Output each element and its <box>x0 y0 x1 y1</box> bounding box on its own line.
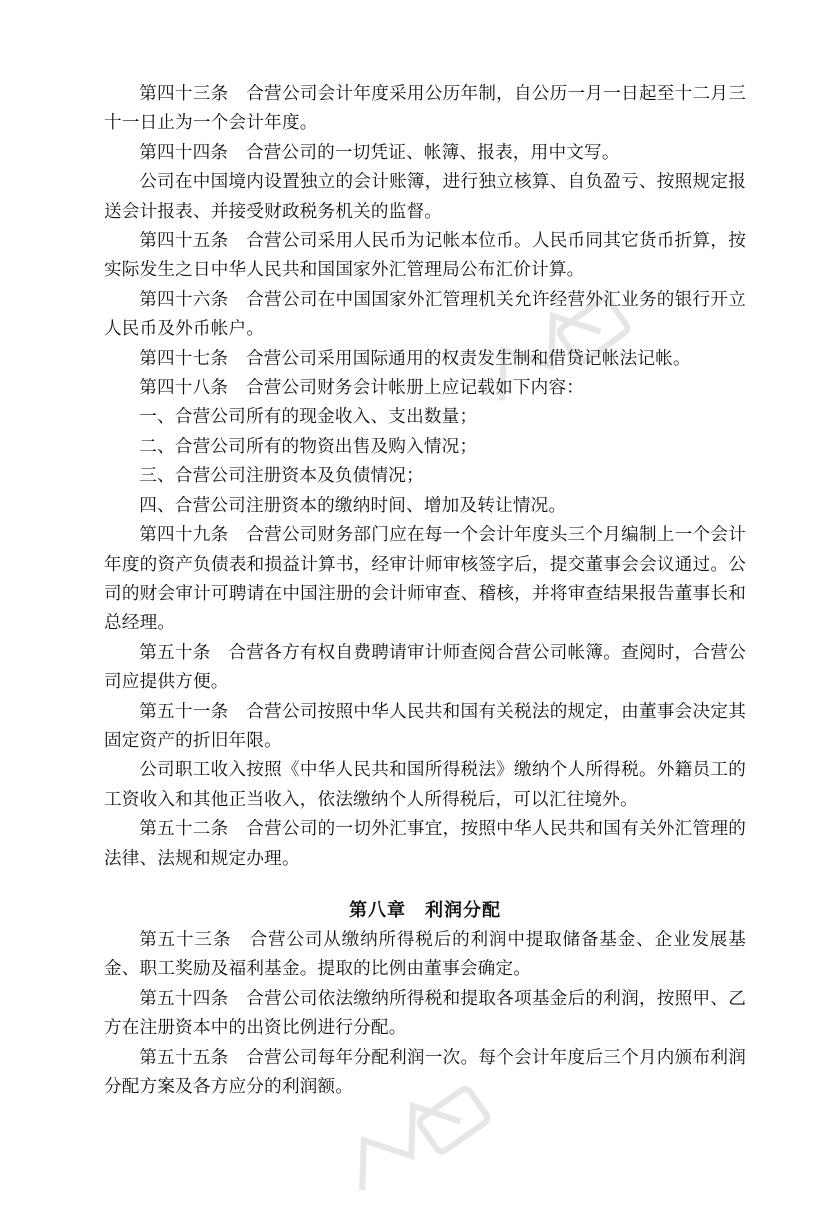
accounting-books-paragraph: 公司在中国境内设置独立的会计账簿，进行独立核算、自负盈亏、按照规定报送会计报表、并接受财政税务机关的监督。 <box>104 172 746 222</box>
list-item-1: 一、合营公司所有的现金收入、支出数量； <box>139 407 478 428</box>
article-43: 第四十三条 合营公司会计年度采用公历年制，自公历一月一日起至十二月三十一日止为一个会计年度。 <box>104 84 746 134</box>
article-49: 第四十九条 合营公司财务部门应在每一个会计年度头三个月编制上一个会计年度的资产负债表和损益计算书，经审计师审核签字后，提交董事会会议通过。公司的财会审计可聘请在中国注册的会计师审查、稽核，并将审查结果报告董事长和总经理。 <box>104 525 746 634</box>
article-48: 第四十八条 合营公司财务会计帐册上应记载如下内容： <box>139 378 585 399</box>
article-54: 第五十四条 合营公司依法缴纳所得税和提取各项基金后的利润，按照甲、乙方在注册资本中的出资比例进行分配。 <box>104 988 746 1039</box>
article-53: 第五十三条 合营公司从缴纳所得税后的利润中提取储备基金、企业发展基金、职工奖励及福利基金。提取的比例由董事会确定。 <box>104 929 746 980</box>
article-44: 第四十四条 合营公司的一切凭证、帐簿、报表，用中文写。 <box>139 142 620 163</box>
article-52: 第五十二条 合营公司的一切外汇事宜，按照中华人民共和国有关外汇管理的法律、法规和规定办理。 <box>104 819 746 869</box>
article-45: 第四十五条 合营公司采用人民币为记帐本位币。人民币同其它货币折算，按实际发生之日中华人民共和国国家外汇管理局公布汇价计算。 <box>104 231 746 281</box>
article-47: 第四十七条 合营公司采用国际通用的权责发生制和借贷记帐法记帐。 <box>139 348 691 369</box>
list-item-2: 二、合营公司所有的物资出售及购入情况； <box>139 436 478 457</box>
article-55: 第五十五条 合营公司每年分配利润一次。每个会计年度后三个月内颁布利润分配方案及各方应分的利润额。 <box>104 1047 746 1097</box>
list-item-3: 三、合营公司注册资本及负债情况； <box>139 466 424 487</box>
article-51: 第五十一条 合营公司按照中华人民共和国有关税法的规定，由董事会决定其固定资产的折旧年限。 <box>104 701 746 751</box>
income-tax-paragraph: 公司职工收入按照《中华人民共和国所得税法》缴纳个人所得税。外籍员工的工资收入和其他正当收入，依法缴纳个人所得税后，可以汇往境外。 <box>104 760 746 810</box>
article-50: 第五十条 合营各方有权自费聘请审计师查阅合营公司帐簿。查阅时，合营公司应提供方便。 <box>104 642 746 693</box>
chapter-title: 第八章 利润分配 <box>349 899 501 921</box>
document-body <box>104 80 746 1102</box>
article-46: 第四十六条 合营公司在中国国家外汇管理机关允许经营外汇业务的银行开立人民币及外币帐户。 <box>104 289 746 340</box>
list-item-4: 四、合营公司注册资本的缴纳时间、增加及转让情况。 <box>139 495 567 516</box>
